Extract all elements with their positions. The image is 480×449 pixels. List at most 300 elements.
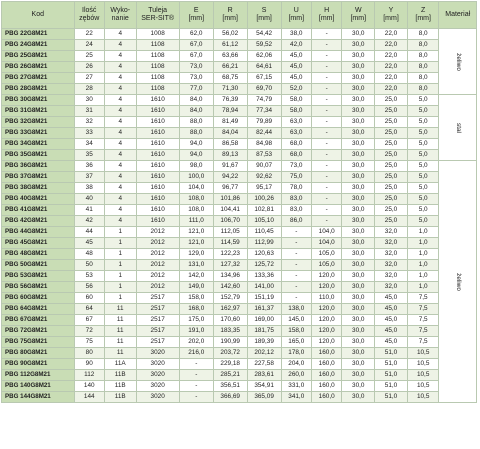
cell-variant: 1: [104, 238, 136, 249]
table-row: [2, 381, 477, 392]
cell-s: 120,63: [247, 249, 281, 260]
table-row: [2, 73, 477, 84]
table-row: [2, 172, 477, 183]
cell-teeth: 42: [74, 216, 104, 227]
cell-variant: 4: [104, 95, 136, 106]
cell-variant: 1: [104, 282, 136, 293]
cell-w: 30,0: [342, 194, 375, 205]
table-row: [2, 139, 477, 150]
cell-s: 79,89: [247, 117, 281, 128]
cell-variant: 11: [104, 337, 136, 348]
table-row: [2, 128, 477, 139]
cell-s: 227,58: [247, 359, 281, 370]
cell-z: 7,5: [407, 293, 439, 304]
cell-variant: 4: [104, 183, 136, 194]
cell-code: PBG 35G8M21: [2, 150, 75, 161]
cell-u: 78,0: [281, 183, 311, 194]
cell-variant: 4: [104, 139, 136, 150]
table-row: [2, 238, 477, 249]
cell-teeth: 34: [74, 139, 104, 150]
cell-e: 84,0: [179, 95, 213, 106]
cell-y: 32,0: [375, 271, 408, 282]
cell-u: -: [281, 260, 311, 271]
cell-code: PBG 67G8M21: [2, 315, 75, 326]
cell-z: 8,0: [407, 29, 439, 40]
cell-u: 75,0: [281, 172, 311, 183]
cell-y: 25,0: [375, 205, 408, 216]
cell-r: 122,23: [213, 249, 247, 260]
cell-y: 22,0: [375, 40, 408, 51]
cell-h: 120,0: [311, 337, 341, 348]
cell-r: 56,02: [213, 29, 247, 40]
cell-z: 10,5: [407, 381, 439, 392]
cell-y: 32,0: [375, 260, 408, 271]
cell-code: PBG 44G8M21: [2, 227, 75, 238]
cell-u: -: [281, 227, 311, 238]
cell-z: 5,0: [407, 150, 439, 161]
table-row: [2, 293, 477, 304]
cell-bushing: 3020: [136, 359, 179, 370]
cell-bushing: 1108: [136, 40, 179, 51]
cell-y: 22,0: [375, 29, 408, 40]
cell-code: PBG 25G8M21: [2, 51, 75, 62]
cell-z: 5,0: [407, 172, 439, 183]
cell-teeth: 24: [74, 40, 104, 51]
cell-bushing: 1108: [136, 73, 179, 84]
material-group-cell: [439, 161, 477, 403]
cell-code: PBG 38G8M21: [2, 183, 75, 194]
material-label: stal: [454, 122, 462, 133]
cell-h: 104,0: [311, 227, 341, 238]
cell-bushing: 1008: [136, 29, 179, 40]
cell-u: 331,0: [281, 381, 311, 392]
cell-y: 22,0: [375, 73, 408, 84]
cell-code: PBG 75G8M21: [2, 337, 75, 348]
cell-teeth: 33: [74, 128, 104, 139]
cell-bushing: 2012: [136, 238, 179, 249]
cell-h: -: [311, 216, 341, 227]
cell-s: 69,70: [247, 84, 281, 95]
cell-w: 30,0: [342, 337, 375, 348]
cell-w: 30,0: [342, 51, 375, 62]
cell-y: 51,0: [375, 392, 408, 403]
cell-variant: 11: [104, 304, 136, 315]
cell-u: 260,0: [281, 370, 311, 381]
cell-u: 45,0: [281, 51, 311, 62]
cell-e: 94,0: [179, 150, 213, 161]
cell-r: 68,75: [213, 73, 247, 84]
cell-w: 30,0: [342, 282, 375, 293]
cell-teeth: 26: [74, 62, 104, 73]
cell-z: 5,0: [407, 128, 439, 139]
cell-bushing: 1108: [136, 84, 179, 95]
cell-variant: 1: [104, 293, 136, 304]
cell-teeth: 44: [74, 227, 104, 238]
cell-y: 51,0: [375, 370, 408, 381]
cell-s: 64,61: [247, 62, 281, 73]
cell-u: 38,0: [281, 29, 311, 40]
cell-s: 202,12: [247, 348, 281, 359]
table-row: [2, 106, 477, 117]
product-table-container: [1, 1, 477, 403]
cell-bushing: 2012: [136, 227, 179, 238]
cell-w: 30,0: [342, 238, 375, 249]
cell-e: 62,0: [179, 29, 213, 40]
cell-variant: 4: [104, 194, 136, 205]
cell-y: 22,0: [375, 62, 408, 73]
cell-e: -: [179, 392, 213, 403]
cell-code: PBG 53G8M21: [2, 271, 75, 282]
cell-y: 25,0: [375, 139, 408, 150]
cell-w: 30,0: [342, 260, 375, 271]
cell-r: 366,69: [213, 392, 247, 403]
cell-s: 102,81: [247, 205, 281, 216]
cell-code: PBG 140G8M21: [2, 381, 75, 392]
cell-variant: 4: [104, 51, 136, 62]
header-tuleja: Tuleja SER-SIT®: [136, 2, 179, 29]
cell-r: 112,05: [213, 227, 247, 238]
cell-teeth: 56: [74, 282, 104, 293]
cell-h: 105,0: [311, 249, 341, 260]
cell-e: 88,0: [179, 117, 213, 128]
table-row: [2, 370, 477, 381]
cell-w: 30,0: [342, 40, 375, 51]
cell-u: 86,0: [281, 216, 311, 227]
cell-teeth: 80: [74, 348, 104, 359]
cell-teeth: 28: [74, 84, 104, 95]
cell-u: 158,0: [281, 326, 311, 337]
cell-r: 356,51: [213, 381, 247, 392]
cell-w: 30,0: [342, 183, 375, 194]
cell-z: 5,0: [407, 205, 439, 216]
cell-variant: 4: [104, 205, 136, 216]
cell-y: 51,0: [375, 348, 408, 359]
cell-y: 25,0: [375, 150, 408, 161]
cell-teeth: 60: [74, 293, 104, 304]
cell-teeth: 140: [74, 381, 104, 392]
cell-bushing: 2517: [136, 326, 179, 337]
cell-code: PBG 144G8M21: [2, 392, 75, 403]
cell-z: 5,0: [407, 183, 439, 194]
cell-e: -: [179, 381, 213, 392]
cell-r: 170,60: [213, 315, 247, 326]
cell-u: 58,0: [281, 106, 311, 117]
cell-h: 120,0: [311, 315, 341, 326]
cell-r: 101,86: [213, 194, 247, 205]
cell-code: PBG 26G8M21: [2, 62, 75, 73]
cell-r: 162,97: [213, 304, 247, 315]
table-row: [2, 304, 477, 315]
table-row: [2, 205, 477, 216]
cell-u: 83,0: [281, 205, 311, 216]
cell-s: 62,06: [247, 51, 281, 62]
cell-code: PBG 45G8M21: [2, 238, 75, 249]
cell-e: 100,0: [179, 172, 213, 183]
cell-w: 30,0: [342, 304, 375, 315]
cell-bushing: 2517: [136, 293, 179, 304]
cell-e: 175,0: [179, 315, 213, 326]
cell-z: 8,0: [407, 84, 439, 95]
cell-u: 178,0: [281, 348, 311, 359]
cell-code: PBG 33G8M21: [2, 128, 75, 139]
cell-y: 32,0: [375, 249, 408, 260]
cell-e: 149,0: [179, 282, 213, 293]
cell-bushing: 1610: [136, 139, 179, 150]
cell-u: 63,0: [281, 117, 311, 128]
table-row: [2, 337, 477, 348]
cell-z: 10,5: [407, 392, 439, 403]
material-label: żeliwo: [454, 52, 462, 71]
cell-h: -: [311, 62, 341, 73]
cell-u: -: [281, 282, 311, 293]
cell-s: 92,62: [247, 172, 281, 183]
cell-bushing: 2517: [136, 315, 179, 326]
cell-e: 131,0: [179, 260, 213, 271]
table-row: [2, 150, 477, 161]
cell-teeth: 35: [74, 150, 104, 161]
cell-code: PBG 37G8M21: [2, 172, 75, 183]
cell-s: 283,61: [247, 370, 281, 381]
cell-r: 89,13: [213, 150, 247, 161]
cell-w: 30,0: [342, 326, 375, 337]
cell-r: 142,60: [213, 282, 247, 293]
cell-e: 98,0: [179, 161, 213, 172]
cell-h: 160,0: [311, 348, 341, 359]
cell-r: 94,22: [213, 172, 247, 183]
cell-s: 95,17: [247, 183, 281, 194]
cell-u: 58,0: [281, 95, 311, 106]
cell-u: 165,0: [281, 337, 311, 348]
table-row: [2, 84, 477, 95]
cell-s: 354,91: [247, 381, 281, 392]
cell-z: 8,0: [407, 62, 439, 73]
cell-y: 45,0: [375, 337, 408, 348]
cell-r: 66,21: [213, 62, 247, 73]
cell-h: 104,0: [311, 238, 341, 249]
cell-code: PBG 112G8M21: [2, 370, 75, 381]
cell-y: 32,0: [375, 282, 408, 293]
cell-bushing: 2012: [136, 249, 179, 260]
cell-e: 73,0: [179, 73, 213, 84]
cell-e: 73,0: [179, 62, 213, 73]
header-s: S [mm]: [247, 2, 281, 29]
cell-w: 30,0: [342, 84, 375, 95]
cell-u: -: [281, 271, 311, 282]
cell-variant: 4: [104, 128, 136, 139]
cell-variant: 11A: [104, 359, 136, 370]
cell-code: PBG 40G8M21: [2, 194, 75, 205]
cell-e: 191,0: [179, 326, 213, 337]
cell-w: 30,0: [342, 29, 375, 40]
cell-y: 51,0: [375, 359, 408, 370]
cell-u: 42,0: [281, 40, 311, 51]
cell-s: 84,98: [247, 139, 281, 150]
cell-variant: 11B: [104, 370, 136, 381]
cell-w: 30,0: [342, 271, 375, 282]
cell-h: 120,0: [311, 282, 341, 293]
cell-bushing: 3020: [136, 381, 179, 392]
cell-bushing: 1610: [136, 161, 179, 172]
cell-bushing: 1108: [136, 51, 179, 62]
cell-code: PBG 60G8M21: [2, 293, 75, 304]
cell-h: 120,0: [311, 271, 341, 282]
cell-y: 45,0: [375, 293, 408, 304]
header-y: Y [mm]: [375, 2, 408, 29]
cell-teeth: 40: [74, 194, 104, 205]
cell-r: 285,21: [213, 370, 247, 381]
cell-h: 160,0: [311, 359, 341, 370]
cell-h: -: [311, 183, 341, 194]
table-row: [2, 51, 477, 62]
cell-variant: 1: [104, 227, 136, 238]
cell-y: 25,0: [375, 183, 408, 194]
cell-e: 104,0: [179, 183, 213, 194]
cell-code: PBG 42G8M21: [2, 216, 75, 227]
cell-z: 7,5: [407, 315, 439, 326]
cell-r: 104,41: [213, 205, 247, 216]
cell-y: 25,0: [375, 117, 408, 128]
cell-h: -: [311, 84, 341, 95]
cell-y: 45,0: [375, 315, 408, 326]
cell-r: 81,49: [213, 117, 247, 128]
cell-u: 341,0: [281, 392, 311, 403]
cell-code: PBG 27G8M21: [2, 73, 75, 84]
cell-h: -: [311, 51, 341, 62]
cell-teeth: 45: [74, 238, 104, 249]
cell-r: 114,59: [213, 238, 247, 249]
cell-e: 67,0: [179, 40, 213, 51]
cell-teeth: 25: [74, 51, 104, 62]
cell-w: 30,0: [342, 315, 375, 326]
cell-code: PBG 36G8M21: [2, 161, 75, 172]
cell-bushing: 1610: [136, 117, 179, 128]
cell-h: -: [311, 95, 341, 106]
cell-w: 30,0: [342, 95, 375, 106]
cell-bushing: 2012: [136, 271, 179, 282]
cell-e: 158,0: [179, 293, 213, 304]
cell-code: PBG 64G8M21: [2, 304, 75, 315]
cell-z: 1,0: [407, 249, 439, 260]
cell-z: 7,5: [407, 337, 439, 348]
cell-teeth: 22: [74, 29, 104, 40]
cell-r: 96,77: [213, 183, 247, 194]
table-row: [2, 260, 477, 271]
cell-w: 30,0: [342, 150, 375, 161]
cell-h: -: [311, 161, 341, 172]
cell-y: 25,0: [375, 128, 408, 139]
cell-r: 61,12: [213, 40, 247, 51]
cell-code: PBG 56G8M21: [2, 282, 75, 293]
cell-variant: 4: [104, 150, 136, 161]
cell-w: 30,0: [342, 359, 375, 370]
cell-teeth: 48: [74, 249, 104, 260]
cell-w: 30,0: [342, 172, 375, 183]
cell-s: 105,10: [247, 216, 281, 227]
table-row: [2, 216, 477, 227]
cell-teeth: 38: [74, 183, 104, 194]
cell-y: 32,0: [375, 238, 408, 249]
cell-e: 108,0: [179, 194, 213, 205]
cell-y: 25,0: [375, 216, 408, 227]
table-row: [2, 62, 477, 73]
cell-code: PBG 48G8M21: [2, 249, 75, 260]
cell-h: -: [311, 205, 341, 216]
cell-s: 74,79: [247, 95, 281, 106]
cell-y: 25,0: [375, 95, 408, 106]
cell-variant: 1: [104, 249, 136, 260]
cell-y: 51,0: [375, 381, 408, 392]
cell-u: 73,0: [281, 161, 311, 172]
cell-u: 52,0: [281, 84, 311, 95]
cell-s: 133,36: [247, 271, 281, 282]
cell-u: -: [281, 293, 311, 304]
cell-bushing: 1610: [136, 183, 179, 194]
material-label: żeliwo: [454, 272, 462, 291]
cell-code: PBG 72G8M21: [2, 326, 75, 337]
table-row: [2, 359, 477, 370]
cell-teeth: 90: [74, 359, 104, 370]
cell-s: 77,34: [247, 106, 281, 117]
cell-z: 1,0: [407, 271, 439, 282]
table-row: [2, 29, 477, 40]
cell-variant: 11: [104, 348, 136, 359]
cell-bushing: 1610: [136, 106, 179, 117]
cell-r: 106,70: [213, 216, 247, 227]
cell-z: 5,0: [407, 95, 439, 106]
cell-variant: 11B: [104, 381, 136, 392]
cell-r: 78,94: [213, 106, 247, 117]
table-row: [2, 183, 477, 194]
cell-u: 145,0: [281, 315, 311, 326]
table-row: [2, 95, 477, 106]
cell-z: 10,5: [407, 359, 439, 370]
table-row: [2, 227, 477, 238]
cell-bushing: 1108: [136, 62, 179, 73]
cell-u: 45,0: [281, 62, 311, 73]
cell-w: 30,0: [342, 117, 375, 128]
cell-variant: 1: [104, 260, 136, 271]
cell-bushing: 1610: [136, 95, 179, 106]
cell-w: 30,0: [342, 392, 375, 403]
cell-e: 216,0: [179, 348, 213, 359]
cell-variant: 4: [104, 172, 136, 183]
cell-bushing: 2012: [136, 282, 179, 293]
header-zeby: Ilość zębów: [74, 2, 104, 29]
cell-variant: 4: [104, 29, 136, 40]
cell-bushing: 3020: [136, 392, 179, 403]
cell-variant: 4: [104, 73, 136, 84]
cell-z: 1,0: [407, 282, 439, 293]
cell-e: 121,0: [179, 227, 213, 238]
cell-r: 229,18: [213, 359, 247, 370]
cell-bushing: 1610: [136, 205, 179, 216]
cell-w: 30,0: [342, 139, 375, 150]
cell-y: 25,0: [375, 172, 408, 183]
cell-r: 86,58: [213, 139, 247, 150]
cell-e: -: [179, 370, 213, 381]
table-row: [2, 392, 477, 403]
cell-bushing: 1610: [136, 128, 179, 139]
cell-u: 45,0: [281, 73, 311, 84]
cell-teeth: 36: [74, 161, 104, 172]
cell-s: 59,52: [247, 40, 281, 51]
cell-teeth: 50: [74, 260, 104, 271]
cell-h: 120,0: [311, 304, 341, 315]
cell-z: 10,5: [407, 348, 439, 359]
cell-h: -: [311, 150, 341, 161]
header-r: R [mm]: [213, 2, 247, 29]
cell-u: 138,0: [281, 304, 311, 315]
